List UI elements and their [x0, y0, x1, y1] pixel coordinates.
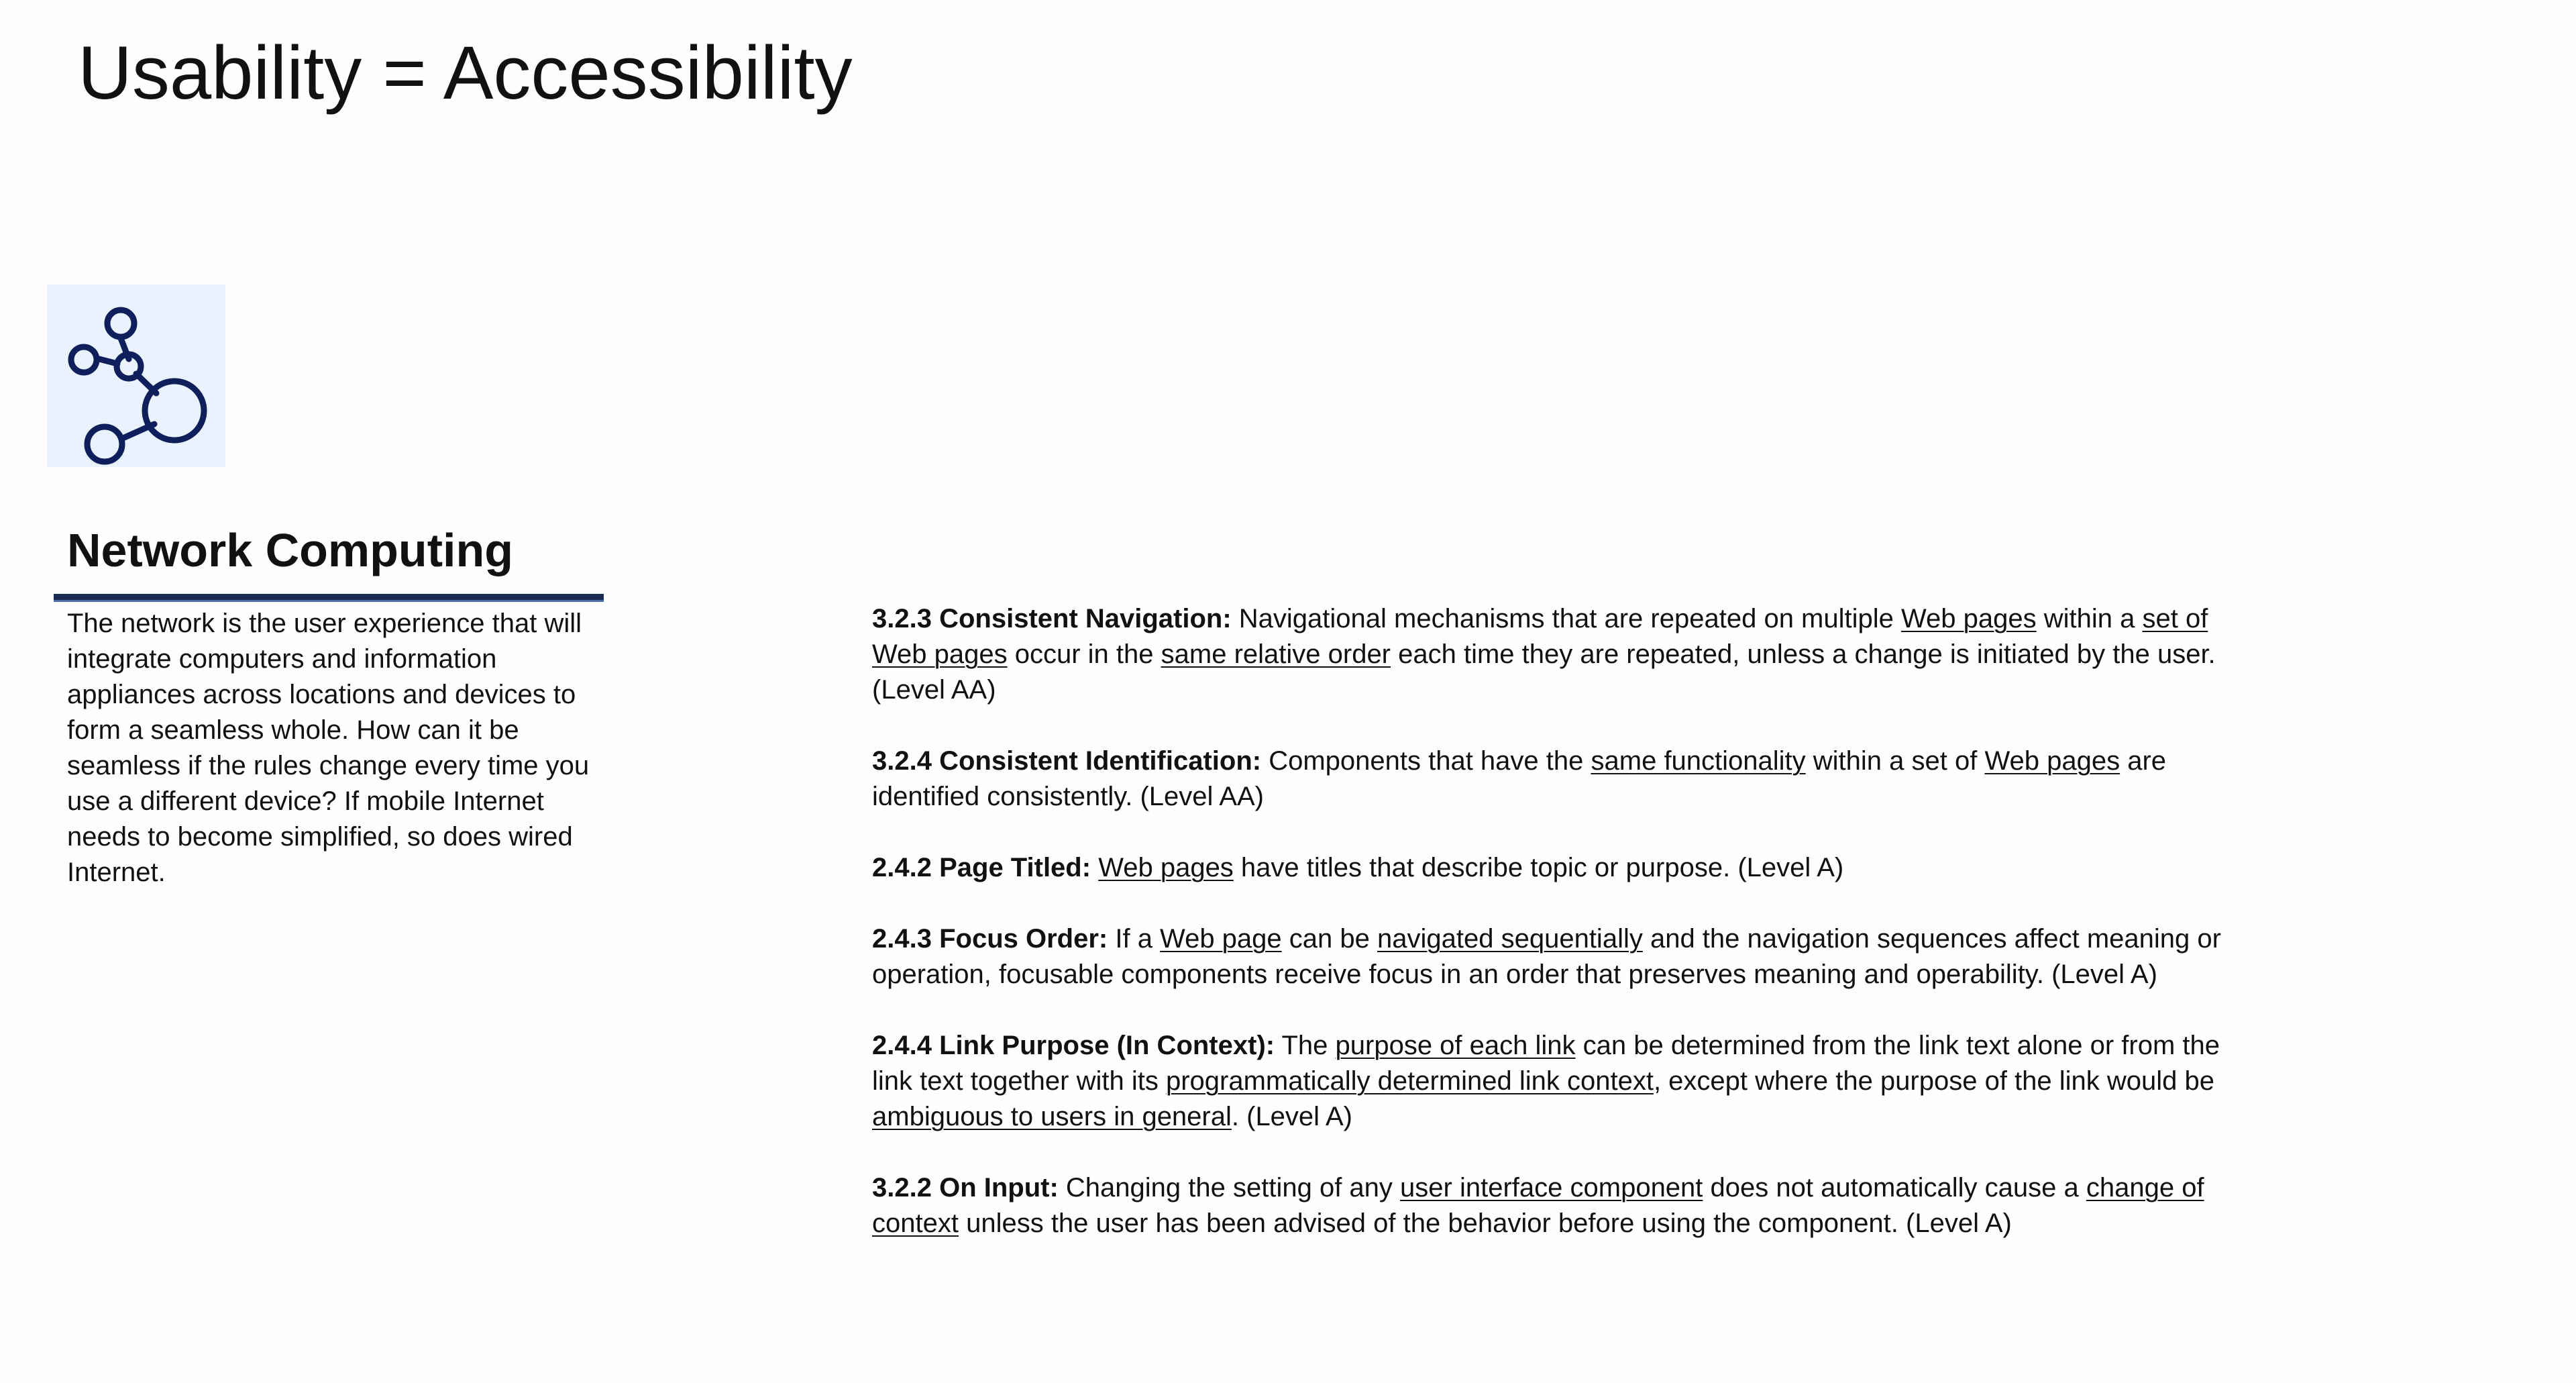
criteria-list [872, 601, 2247, 1277]
sidebar-body: The network is the user experience that will integrate computers and information appliances across locations and devices to form a seamless whole. How can it be seamless if the rules change every time you use a different device? If mobile Internet needs to become simplified, so does wired Internet. [67, 609, 590, 887]
criterion-text: Navigational mechanisms that are repeated on multiple [1231, 604, 1901, 633]
criterion-text: are identified consistently. (Level AA) [872, 746, 2167, 811]
criterion-label: 2.4.3 Focus Order: [872, 924, 1108, 954]
glossary-link[interactable]: Web pages [1984, 746, 2121, 776]
criterion-text: , except where the purpose of the link would be [1653, 1066, 2215, 1096]
criterion-text: Components that have the [1261, 746, 1591, 776]
criterion-text: each time they are repeated, unless a change is initiated by the user. (Level AA) [872, 639, 2216, 705]
glossary-link[interactable]: Web page [1160, 924, 1282, 954]
criterion-text: unless the user has been advised of the behavior before using the component. (Level A) [958, 1209, 2012, 1238]
criterion-label: 3.2.3 Consistent Navigation: [872, 604, 1232, 633]
criterion-label: 3.2.4 Consistent Identification: [872, 746, 1262, 776]
criterion-2-4-2 [872, 850, 2247, 886]
glossary-link[interactable]: ambiguous to users in general [872, 1102, 1232, 1131]
criterion-text: . (Level A) [1231, 1102, 1352, 1131]
glossary-link[interactable]: change of context [872, 1173, 2204, 1238]
glossary-link[interactable]: purpose of each link [1335, 1031, 1576, 1060]
network-nodes-icon [47, 285, 225, 467]
criterion-text [1091, 853, 1098, 882]
glossary-link[interactable]: same relative order [1161, 639, 1391, 669]
criterion-label: 2.4.2 Page Titled: [872, 853, 1091, 882]
heading-divider [54, 594, 604, 602]
criterion-2-4-3 [872, 921, 2247, 992]
glossary-link[interactable]: user interface component [1400, 1173, 1703, 1202]
glossary-link[interactable]: Web pages [1901, 604, 2037, 633]
criterion-text: If a [1108, 924, 1161, 954]
criterion-3-2-4 [872, 744, 2247, 815]
glossary-link[interactable]: programmatically determined link context [1165, 1066, 1654, 1096]
criterion-text: Changing the setting of any [1058, 1173, 1401, 1202]
criterion-text: can be [1281, 924, 1377, 954]
criterion-text: and the navigation sequences affect meaning or operation, focusable components receive focus in an order that preserves meaning and operability. (Level A) [872, 924, 2221, 989]
sidebar-heading: Network Computing [67, 524, 513, 576]
criterion-text: can be determined from the link text alone or from the link text together with its [872, 1031, 2220, 1096]
criterion-text: within a [2036, 604, 2143, 633]
criterion-text: have titles that describe topic or purpose. (Level A) [1233, 853, 1844, 882]
glossary-link[interactable]: Web pages [1098, 853, 1234, 882]
criterion-label: 3.2.2 On Input: [872, 1173, 1059, 1202]
glossary-link[interactable]: navigated sequentially [1377, 924, 1643, 954]
criterion-text: within a set of [1805, 746, 1985, 776]
glossary-link[interactable]: same functionality [1591, 746, 1806, 776]
glossary-link[interactable]: set of Web pages [872, 604, 2208, 669]
criterion-text: occur in the [1007, 639, 1161, 669]
criterion-2-4-4 [872, 1028, 2247, 1135]
criterion-3-2-2 [872, 1170, 2247, 1241]
criterion-label: 2.4.4 Link Purpose (In Context): [872, 1031, 1275, 1060]
slide-title: Usability = Accessibility [78, 31, 853, 115]
criterion-3-2-3 [872, 601, 2247, 708]
criterion-text: does not automatically cause a [1703, 1173, 2086, 1202]
criterion-text: The [1275, 1031, 1336, 1060]
